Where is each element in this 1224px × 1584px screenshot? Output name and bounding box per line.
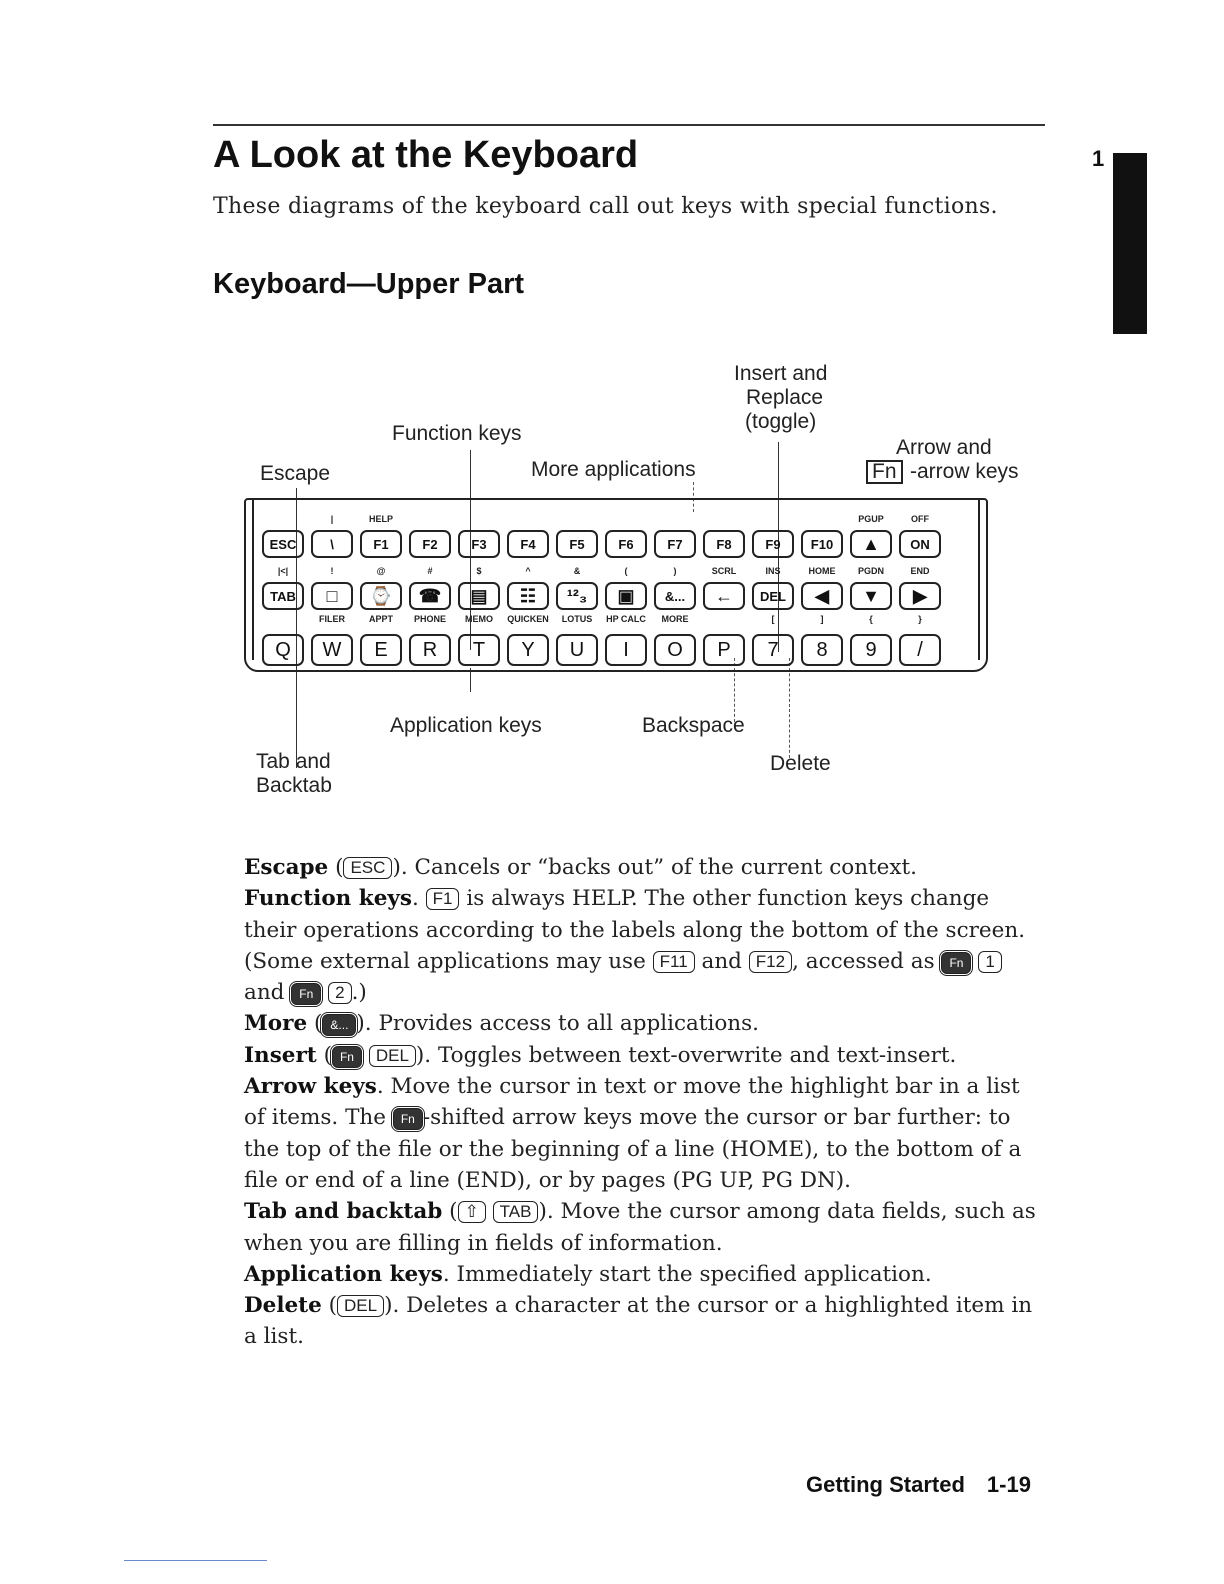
key-label bbox=[703, 614, 745, 624]
shift-key-glyph: ⇧ bbox=[458, 1201, 486, 1223]
key-p: P bbox=[703, 634, 745, 666]
filer-icon: □ bbox=[311, 582, 353, 610]
key-backslash: \ bbox=[311, 530, 353, 558]
backspace-arrow-icon: ← bbox=[703, 582, 745, 610]
key-f3: F3 bbox=[458, 530, 500, 558]
fn-key-glyph: Fn bbox=[291, 983, 321, 1005]
key-row-2 bbox=[262, 582, 941, 610]
key-t: T bbox=[458, 634, 500, 666]
key-r: R bbox=[409, 634, 451, 666]
row2-bottom-labels bbox=[262, 614, 941, 624]
key-label: HELP bbox=[368, 514, 393, 524]
key-7: 7 bbox=[752, 634, 794, 666]
key-label: QUICKEN bbox=[507, 614, 549, 624]
top-rule bbox=[213, 124, 1045, 126]
key-del: DEL bbox=[752, 582, 794, 610]
term-application-keys: Application keys bbox=[244, 1261, 443, 1287]
key-descriptions: Escape ( ESC ). Cancels or “backs out” of the current context. Function keys. F1 is always HELP. The other function keys change their operations according to the labels along the bottom of the screen. (Some external applications may use F11 and F12 , accessed as Fn 1 and Fn 2 .) More ( &... ). Provides access to all applications. Insert ( Fn DEL ). Toggles between text-overwrite and text-insert. Arrow keys. Move the cursor in text or move the highlight bar in a list of items. The Fn -shifted arrow keys move the cursor or bar further: to the top of the file or the beginning of a line (HOME), to the bottom of a file or end of a line (END), or by pages (PG UP, PG DN). Tab and backtab ( ⇧ TAB ). Move the cursor among data fields, such as when you are filling in fields of information. Application keys. Immediately start the specified application. Delete ( DEL ). Deletes a character at the cursor or a highlighted item in a list. bbox=[244, 855, 1036, 1350]
key-label: ^ bbox=[525, 566, 531, 576]
tab-key-glyph: TAB bbox=[493, 1201, 539, 1223]
footer-section: Getting Started bbox=[806, 1472, 965, 1497]
term-delete: Delete bbox=[244, 1293, 322, 1319]
intro-text: These diagrams of the keyboard call out keys with special functions. bbox=[213, 194, 998, 219]
key-label bbox=[605, 514, 647, 524]
keyboard-diagram bbox=[236, 358, 1036, 808]
callout-arrow-2: -arrow keys bbox=[910, 460, 1019, 483]
callout-insert-1: Insert and bbox=[734, 362, 828, 385]
callout-application-keys: Application keys bbox=[390, 714, 542, 737]
callout-backspace: Backspace bbox=[642, 714, 745, 737]
key-up-arrow: ▲ bbox=[850, 530, 892, 558]
appt-clock-icon: ⌚ bbox=[360, 582, 402, 610]
key-label: LOTUS bbox=[561, 614, 593, 624]
term-arrow-keys: Arrow keys bbox=[244, 1074, 377, 1100]
key-f10: F10 bbox=[801, 530, 843, 558]
key-i: I bbox=[605, 634, 647, 666]
key-label bbox=[654, 514, 696, 524]
term-function-keys: Function keys bbox=[244, 886, 412, 912]
key-row-3 bbox=[262, 634, 941, 666]
key-e: E bbox=[360, 634, 402, 666]
del-key-glyph: DEL bbox=[369, 1045, 416, 1067]
and-2: and bbox=[244, 980, 292, 1006]
key-label bbox=[262, 614, 304, 624]
key-label bbox=[556, 514, 598, 524]
key-f9: F9 bbox=[752, 530, 794, 558]
page-footer bbox=[806, 1472, 1031, 1498]
fn-key-glyph: Fn bbox=[393, 1108, 423, 1130]
key-y: Y bbox=[507, 634, 549, 666]
key-f4: F4 bbox=[507, 530, 549, 558]
phone-icon: ☎ bbox=[409, 582, 451, 610]
key-w: W bbox=[311, 634, 353, 666]
key-label: MORE bbox=[661, 614, 689, 624]
memo-icon: ▤ bbox=[458, 582, 500, 610]
key-label: ( bbox=[624, 566, 628, 576]
key-q: Q bbox=[262, 634, 304, 666]
f12-key-glyph: F12 bbox=[749, 951, 792, 973]
key-label bbox=[458, 514, 500, 524]
desc-more: . Provides access to all applications. bbox=[364, 1011, 760, 1037]
term-escape: Escape bbox=[244, 855, 329, 880]
desc-function-3: .) bbox=[351, 980, 367, 1006]
key-left-arrow: ◀ bbox=[801, 582, 843, 610]
row2-top-labels bbox=[262, 566, 941, 576]
term-insert: Insert bbox=[244, 1042, 317, 1068]
key-label: # bbox=[427, 566, 433, 576]
term-tab-backtab: Tab and backtab bbox=[244, 1199, 443, 1225]
leader-delete bbox=[789, 658, 790, 758]
key-o: O bbox=[654, 634, 696, 666]
section-title: Keyboard—Upper Part bbox=[213, 268, 525, 300]
key-label: | bbox=[330, 514, 334, 524]
quicken-icon: ☷ bbox=[507, 582, 549, 610]
desc-arrow-1: . Move the cursor in text or move the highlight bar in a list of items. The bbox=[244, 1074, 1020, 1131]
page-number: 1-19 bbox=[986, 1472, 1031, 1497]
key-label: PGDN bbox=[857, 566, 884, 576]
two-key-glyph: 2 bbox=[328, 982, 351, 1004]
calculator-icon: ▣ bbox=[605, 582, 647, 610]
key-row-1 bbox=[262, 530, 941, 558]
chapter-thumb-tab bbox=[1113, 153, 1147, 334]
key-label: END bbox=[910, 566, 930, 576]
chapter-number: 1 bbox=[1092, 146, 1105, 171]
key-label: ! bbox=[330, 566, 334, 576]
callout-delete: Delete bbox=[770, 752, 831, 775]
callout-arrow-1: Arrow and bbox=[896, 436, 992, 459]
key-label bbox=[507, 514, 549, 524]
f11-key-glyph: F11 bbox=[653, 951, 695, 973]
key-more: &... bbox=[654, 582, 696, 610]
callout-fn-key: Fn bbox=[866, 460, 903, 484]
f1-key-glyph: F1 bbox=[426, 888, 460, 910]
callout-escape: Escape bbox=[260, 462, 331, 485]
key-label bbox=[703, 514, 745, 524]
key-f1: F1 bbox=[360, 530, 402, 558]
key-8: 8 bbox=[801, 634, 843, 666]
key-label: HOME bbox=[808, 566, 836, 576]
key-label bbox=[752, 514, 794, 524]
key-label bbox=[409, 514, 451, 524]
key-label bbox=[801, 514, 843, 524]
key-esc: ESC bbox=[262, 530, 304, 558]
key-label: |<| bbox=[277, 566, 289, 576]
more-key-glyph: &... bbox=[322, 1014, 356, 1036]
desc-application: . Immediately start the specified application. bbox=[442, 1261, 932, 1287]
desc-function-1: is always HELP. The other function keys change their operations according to the labels along the bottom of the screen. (Some external applications may use bbox=[244, 886, 1026, 974]
key-label: OFF bbox=[911, 514, 929, 524]
key-u: U bbox=[556, 634, 598, 666]
key-label: & bbox=[573, 566, 581, 576]
key-label: ] bbox=[820, 614, 824, 624]
callout-more-applications: More applications bbox=[531, 458, 696, 481]
key-label: PHONE bbox=[413, 614, 446, 624]
key-label: HP CALC bbox=[606, 614, 646, 624]
key-label: SCRL bbox=[711, 566, 737, 576]
key-f8: F8 bbox=[703, 530, 745, 558]
key-f2: F2 bbox=[409, 530, 451, 558]
one-key-glyph: 1 bbox=[978, 951, 1001, 973]
term-more: More bbox=[244, 1011, 308, 1037]
key-label: FILER bbox=[319, 614, 345, 624]
bottom-edge-line bbox=[124, 1560, 267, 1561]
callout-tab-1: Tab and bbox=[256, 750, 331, 773]
key-label: INS bbox=[765, 566, 781, 576]
key-label: $ bbox=[476, 566, 482, 576]
desc-insert: . Toggles between text-overwrite and text-insert. bbox=[424, 1042, 957, 1068]
desc-tab: . Move the cursor among data fields, such as when you are filling in fields of information. bbox=[244, 1199, 1036, 1256]
fn-key-glyph: Fn bbox=[941, 952, 971, 974]
key-label bbox=[262, 514, 304, 524]
desc-arrow-2: -shifted arrow keys move the cursor or bar further: to the top of the file or the beginning of a line (HOME), to the bottom of a file or end of a line (END), or by pages (PG UP, PG DN). bbox=[244, 1105, 1022, 1193]
esc-key-glyph: ESC bbox=[343, 857, 392, 879]
desc-delete: . Deletes a character at the cursor or a highlighted item in a list. bbox=[244, 1293, 1033, 1350]
fn-key-glyph: Fn bbox=[332, 1046, 362, 1068]
key-slash: / bbox=[899, 634, 941, 666]
row1-top-labels bbox=[262, 514, 941, 524]
callout-function-keys: Function keys bbox=[392, 422, 522, 445]
key-label: ) bbox=[673, 566, 677, 576]
callout-insert-2: Replace bbox=[746, 386, 824, 409]
key-f7: F7 bbox=[654, 530, 696, 558]
callout-insert-3: (toggle) bbox=[745, 410, 817, 433]
key-down-arrow: ▼ bbox=[850, 582, 892, 610]
key-f5: F5 bbox=[556, 530, 598, 558]
key-label: } bbox=[918, 614, 922, 624]
desc-function-2: , accessed as bbox=[792, 948, 942, 974]
key-tab: TAB bbox=[262, 582, 304, 610]
key-on: ON bbox=[899, 530, 941, 558]
desc-escape: . Cancels or “backs out” of the current context. bbox=[400, 855, 918, 880]
key-9: 9 bbox=[850, 634, 892, 666]
page-title: A Look at the Keyboard bbox=[213, 134, 639, 176]
callout-tab-2: Backtab bbox=[256, 774, 332, 797]
key-right-arrow: ▶ bbox=[899, 582, 941, 610]
key-label: @ bbox=[376, 566, 386, 576]
del-key-glyph: DEL bbox=[337, 1295, 384, 1317]
key-f6: F6 bbox=[605, 530, 647, 558]
key-label: APPT bbox=[368, 614, 393, 624]
lotus-icon: ¹²₃ bbox=[556, 582, 598, 610]
key-label: { bbox=[869, 614, 873, 624]
key-label: PGUP bbox=[858, 514, 884, 524]
key-label: [ bbox=[771, 614, 775, 624]
key-label: MEMO bbox=[465, 614, 493, 624]
and-1: and bbox=[694, 948, 749, 974]
